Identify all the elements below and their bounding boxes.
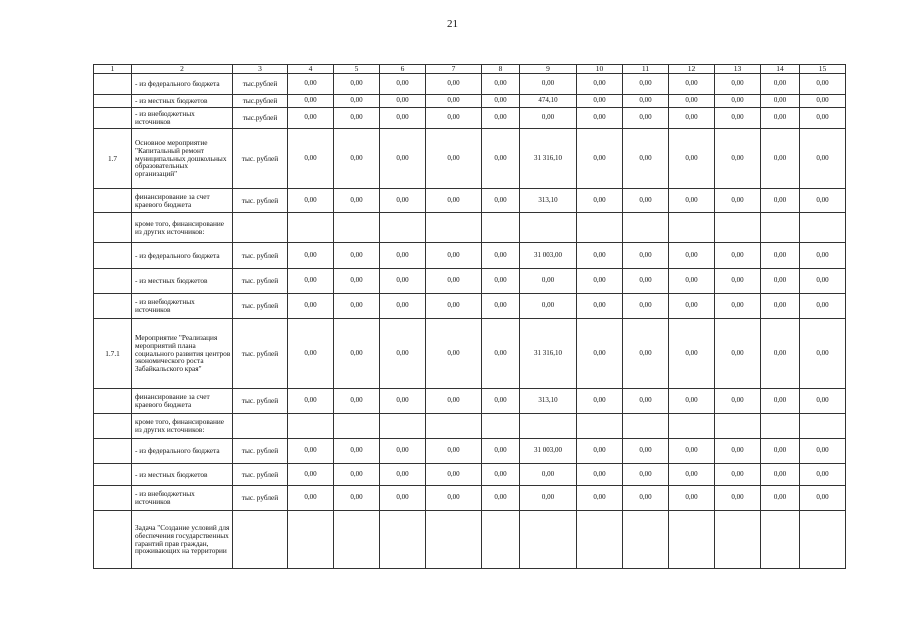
value-cell: 0,00: [577, 294, 623, 319]
value-cell: [426, 511, 482, 569]
description-cell: Основное мероприятие "Капитальный ремонт муниципальных дошкольных образовательных организаций": [132, 129, 233, 189]
value-cell: [800, 511, 846, 569]
value-cell: 0,00: [520, 108, 577, 129]
value-cell: 0,00: [761, 319, 800, 389]
column-number: 13: [715, 65, 761, 74]
value-cell: 31 003,00: [520, 439, 577, 464]
value-cell: 0,00: [426, 243, 482, 269]
value-cell: 0,00: [288, 95, 334, 108]
value-cell: [288, 213, 334, 243]
value-cell: 0,00: [288, 294, 334, 319]
value-cell: 0,00: [669, 389, 715, 414]
value-cell: 0,00: [623, 269, 669, 294]
row-number-cell: [94, 439, 132, 464]
value-cell: 0,00: [482, 189, 520, 213]
value-cell: 0,00: [520, 464, 577, 486]
value-cell: 0,00: [800, 486, 846, 511]
value-cell: 0,00: [577, 129, 623, 189]
value-cell: 0,00: [715, 108, 761, 129]
value-cell: [380, 511, 426, 569]
row-number-cell: [94, 189, 132, 213]
value-cell: 0,00: [800, 439, 846, 464]
value-cell: [426, 414, 482, 439]
value-cell: 0,00: [800, 243, 846, 269]
table-body: [94, 65, 846, 569]
value-cell: 0,00: [577, 269, 623, 294]
value-cell: 0,00: [761, 243, 800, 269]
value-cell: 0,00: [623, 389, 669, 414]
value-cell: [334, 511, 380, 569]
value-cell: 0,00: [761, 189, 800, 213]
value-cell: 0,00: [623, 294, 669, 319]
value-cell: 0,00: [577, 319, 623, 389]
value-cell: 0,00: [426, 319, 482, 389]
description-cell: кроме того, финансирование из других источников:: [132, 213, 233, 243]
row-number-cell: [94, 213, 132, 243]
value-cell: 474,10: [520, 95, 577, 108]
value-cell: 0,00: [715, 129, 761, 189]
value-cell: 0,00: [800, 269, 846, 294]
value-cell: 0,00: [334, 129, 380, 189]
value-cell: 0,00: [761, 129, 800, 189]
unit-cell: тыс. рублей: [233, 439, 288, 464]
value-cell: 0,00: [520, 294, 577, 319]
value-cell: 0,00: [761, 269, 800, 294]
value-cell: 0,00: [800, 129, 846, 189]
value-cell: 0,00: [482, 319, 520, 389]
value-cell: [669, 414, 715, 439]
value-cell: 0,00: [623, 189, 669, 213]
column-number: 15: [800, 65, 846, 74]
value-cell: 0,00: [482, 269, 520, 294]
value-cell: 0,00: [482, 464, 520, 486]
table-row: [94, 439, 846, 464]
unit-cell: тыс. рублей: [233, 319, 288, 389]
value-cell: 0,00: [482, 439, 520, 464]
value-cell: 0,00: [800, 108, 846, 129]
value-cell: 0,00: [482, 95, 520, 108]
value-cell: [426, 213, 482, 243]
value-cell: 0,00: [520, 486, 577, 511]
page-number: 21: [447, 18, 458, 30]
value-cell: 0,00: [623, 319, 669, 389]
value-cell: 0,00: [380, 269, 426, 294]
value-cell: 0,00: [800, 389, 846, 414]
value-cell: [715, 511, 761, 569]
value-cell: 0,00: [426, 95, 482, 108]
table-row: [94, 95, 846, 108]
value-cell: 0,00: [380, 129, 426, 189]
value-cell: 0,00: [334, 74, 380, 95]
value-cell: 0,00: [380, 319, 426, 389]
unit-cell: тыс. рублей: [233, 464, 288, 486]
value-cell: 0,00: [761, 464, 800, 486]
value-cell: [669, 511, 715, 569]
value-cell: [288, 414, 334, 439]
value-cell: 0,00: [426, 108, 482, 129]
value-cell: [520, 414, 577, 439]
value-cell: 0,00: [288, 439, 334, 464]
value-cell: 0,00: [577, 95, 623, 108]
value-cell: [334, 213, 380, 243]
value-cell: 0,00: [520, 269, 577, 294]
value-cell: 0,00: [482, 389, 520, 414]
description-cell: - из федерального бюджета: [132, 243, 233, 269]
value-cell: 0,00: [334, 108, 380, 129]
value-cell: [577, 511, 623, 569]
table-row: [94, 129, 846, 189]
column-number: 8: [482, 65, 520, 74]
value-cell: 0,00: [715, 269, 761, 294]
row-number-cell: [94, 389, 132, 414]
value-cell: 0,00: [380, 389, 426, 414]
row-number-cell: [94, 464, 132, 486]
table-row: [94, 414, 846, 439]
value-cell: 0,00: [334, 486, 380, 511]
value-cell: 0,00: [334, 294, 380, 319]
table-row: [94, 294, 846, 319]
value-cell: 0,00: [577, 74, 623, 95]
value-cell: 0,00: [334, 464, 380, 486]
value-cell: 0,00: [426, 189, 482, 213]
column-number: 11: [623, 65, 669, 74]
value-cell: 0,00: [623, 129, 669, 189]
table-row: [94, 189, 846, 213]
column-number: 14: [761, 65, 800, 74]
value-cell: 31 316,10: [520, 129, 577, 189]
financing-table: [93, 64, 846, 569]
row-number-cell: 1.7: [94, 129, 132, 189]
unit-cell: тыс. рублей: [233, 294, 288, 319]
description-cell: - из федерального бюджета: [132, 74, 233, 95]
value-cell: 0,00: [623, 108, 669, 129]
column-number: 3: [233, 65, 288, 74]
row-number-cell: [94, 74, 132, 95]
value-cell: 0,00: [669, 74, 715, 95]
value-cell: [761, 511, 800, 569]
value-cell: 0,00: [623, 74, 669, 95]
value-cell: 0,00: [334, 269, 380, 294]
description-cell: - из внебюджетных источников: [132, 108, 233, 129]
value-cell: 0,00: [715, 464, 761, 486]
value-cell: 0,00: [288, 108, 334, 129]
column-number: 10: [577, 65, 623, 74]
value-cell: 0,00: [426, 294, 482, 319]
value-cell: 0,00: [577, 464, 623, 486]
value-cell: 0,00: [761, 389, 800, 414]
value-cell: [577, 414, 623, 439]
value-cell: 0,00: [288, 269, 334, 294]
value-cell: 0,00: [288, 129, 334, 189]
description-cell: кроме того, финансирование из других источников:: [132, 414, 233, 439]
value-cell: 0,00: [334, 95, 380, 108]
table-row: [94, 464, 846, 486]
value-cell: 0,00: [380, 95, 426, 108]
value-cell: 0,00: [623, 486, 669, 511]
value-cell: 0,00: [334, 189, 380, 213]
value-cell: 0,00: [715, 439, 761, 464]
value-cell: 0,00: [800, 319, 846, 389]
table-row: [94, 243, 846, 269]
value-cell: 0,00: [380, 189, 426, 213]
column-number: 9: [520, 65, 577, 74]
description-cell: - из местных бюджетов: [132, 95, 233, 108]
value-cell: 0,00: [669, 464, 715, 486]
table-row: [94, 319, 846, 389]
value-cell: 0,00: [482, 243, 520, 269]
unit-cell: тыс. рублей: [233, 129, 288, 189]
value-cell: [520, 213, 577, 243]
value-cell: 0,00: [334, 243, 380, 269]
value-cell: 0,00: [334, 439, 380, 464]
value-cell: [623, 414, 669, 439]
value-cell: [715, 213, 761, 243]
column-number-row: [94, 65, 846, 74]
value-cell: 0,00: [800, 189, 846, 213]
value-cell: 31 003,00: [520, 243, 577, 269]
value-cell: 0,00: [761, 74, 800, 95]
description-cell: финансирование за счет краевого бюджета: [132, 389, 233, 414]
row-number-cell: [94, 511, 132, 569]
value-cell: 0,00: [426, 129, 482, 189]
column-number: 6: [380, 65, 426, 74]
value-cell: 0,00: [669, 95, 715, 108]
unit-cell: [233, 414, 288, 439]
value-cell: 0,00: [288, 486, 334, 511]
value-cell: 0,00: [482, 129, 520, 189]
column-number: 7: [426, 65, 482, 74]
value-cell: 0,00: [761, 439, 800, 464]
unit-cell: тыс. рублей: [233, 269, 288, 294]
value-cell: 0,00: [669, 189, 715, 213]
table-row: [94, 389, 846, 414]
description-cell: - из федерального бюджета: [132, 439, 233, 464]
unit-cell: тыс.рублей: [233, 74, 288, 95]
value-cell: 0,00: [380, 439, 426, 464]
value-cell: [623, 511, 669, 569]
value-cell: 0,00: [288, 464, 334, 486]
table-row: [94, 108, 846, 129]
row-number-cell: [94, 414, 132, 439]
value-cell: 0,00: [577, 108, 623, 129]
row-number-cell: [94, 95, 132, 108]
unit-cell: [233, 511, 288, 569]
value-cell: 0,00: [482, 74, 520, 95]
value-cell: 0,00: [380, 486, 426, 511]
value-cell: 0,00: [761, 95, 800, 108]
value-cell: 0,00: [482, 294, 520, 319]
value-cell: [520, 511, 577, 569]
value-cell: 0,00: [577, 439, 623, 464]
value-cell: 313,10: [520, 189, 577, 213]
value-cell: [715, 414, 761, 439]
row-number-cell: [94, 486, 132, 511]
value-cell: 0,00: [288, 243, 334, 269]
value-cell: [482, 511, 520, 569]
value-cell: 0,00: [426, 464, 482, 486]
column-number: 12: [669, 65, 715, 74]
value-cell: 0,00: [426, 269, 482, 294]
value-cell: [380, 213, 426, 243]
value-cell: [288, 511, 334, 569]
value-cell: 0,00: [715, 189, 761, 213]
value-cell: 0,00: [577, 389, 623, 414]
value-cell: 0,00: [715, 95, 761, 108]
value-cell: 0,00: [380, 108, 426, 129]
unit-cell: тыс.рублей: [233, 95, 288, 108]
description-cell: - из внебюджетных источников: [132, 486, 233, 511]
value-cell: [800, 213, 846, 243]
value-cell: 0,00: [669, 269, 715, 294]
value-cell: 0,00: [669, 319, 715, 389]
value-cell: 0,00: [482, 108, 520, 129]
value-cell: 0,00: [623, 464, 669, 486]
value-cell: 0,00: [800, 95, 846, 108]
value-cell: [334, 414, 380, 439]
value-cell: 0,00: [761, 486, 800, 511]
value-cell: 0,00: [426, 439, 482, 464]
row-number-cell: [94, 108, 132, 129]
value-cell: 0,00: [482, 486, 520, 511]
value-cell: 0,00: [715, 294, 761, 319]
description-cell: - из внебюджетных источников: [132, 294, 233, 319]
value-cell: 0,00: [380, 294, 426, 319]
value-cell: 0,00: [669, 129, 715, 189]
value-cell: 0,00: [800, 74, 846, 95]
value-cell: 0,00: [380, 74, 426, 95]
value-cell: 0,00: [577, 486, 623, 511]
value-cell: 0,00: [715, 486, 761, 511]
column-number: 4: [288, 65, 334, 74]
value-cell: 0,00: [715, 319, 761, 389]
value-cell: 0,00: [426, 486, 482, 511]
value-cell: 0,00: [334, 389, 380, 414]
value-cell: [761, 414, 800, 439]
value-cell: [623, 213, 669, 243]
value-cell: 0,00: [669, 294, 715, 319]
value-cell: 313,10: [520, 389, 577, 414]
value-cell: 0,00: [334, 319, 380, 389]
description-cell: Задача "Создание условий для обеспечения государственных гарантий прав граждан, проживающих на территории: [132, 511, 233, 569]
value-cell: 0,00: [669, 439, 715, 464]
value-cell: 0,00: [380, 464, 426, 486]
value-cell: 0,00: [426, 74, 482, 95]
value-cell: 0,00: [520, 74, 577, 95]
value-cell: [669, 213, 715, 243]
table-row: [94, 213, 846, 243]
value-cell: 0,00: [623, 243, 669, 269]
value-cell: 0,00: [715, 389, 761, 414]
value-cell: 0,00: [800, 294, 846, 319]
value-cell: 0,00: [288, 319, 334, 389]
description-cell: финансирование за счет краевого бюджета: [132, 189, 233, 213]
value-cell: 0,00: [623, 95, 669, 108]
column-number: 2: [132, 65, 233, 74]
value-cell: 0,00: [669, 486, 715, 511]
value-cell: 0,00: [426, 389, 482, 414]
table-row: [94, 74, 846, 95]
value-cell: 0,00: [288, 389, 334, 414]
value-cell: 0,00: [577, 243, 623, 269]
value-cell: 0,00: [800, 464, 846, 486]
value-cell: 0,00: [715, 243, 761, 269]
value-cell: 0,00: [761, 294, 800, 319]
row-number-cell: [94, 269, 132, 294]
value-cell: 0,00: [669, 243, 715, 269]
table-row: [94, 486, 846, 511]
unit-cell: тыс. рублей: [233, 189, 288, 213]
description-cell: - из местных бюджетов: [132, 464, 233, 486]
value-cell: [761, 213, 800, 243]
value-cell: [380, 414, 426, 439]
unit-cell: тыс. рублей: [233, 486, 288, 511]
unit-cell: тыс. рублей: [233, 389, 288, 414]
value-cell: 0,00: [288, 189, 334, 213]
row-number-cell: [94, 243, 132, 269]
table-row: [94, 269, 846, 294]
description-cell: Мероприятие "Реализация мероприятий плана социального развития центров экономического роста Забайкальского края": [132, 319, 233, 389]
column-number: 5: [334, 65, 380, 74]
value-cell: [482, 213, 520, 243]
value-cell: 0,00: [669, 108, 715, 129]
column-number: 1: [94, 65, 132, 74]
value-cell: 0,00: [623, 439, 669, 464]
row-number-cell: [94, 294, 132, 319]
value-cell: 0,00: [761, 108, 800, 129]
description-cell: - из местных бюджетов: [132, 269, 233, 294]
value-cell: 0,00: [715, 74, 761, 95]
value-cell: 0,00: [577, 189, 623, 213]
value-cell: 31 316,10: [520, 319, 577, 389]
row-number-cell: 1.7.1: [94, 319, 132, 389]
value-cell: 0,00: [380, 243, 426, 269]
value-cell: [482, 414, 520, 439]
unit-cell: тыс. рублей: [233, 243, 288, 269]
unit-cell: [233, 213, 288, 243]
table-row: [94, 511, 846, 569]
value-cell: 0,00: [288, 74, 334, 95]
value-cell: [577, 213, 623, 243]
value-cell: [800, 414, 846, 439]
unit-cell: тыс.рублей: [233, 108, 288, 129]
